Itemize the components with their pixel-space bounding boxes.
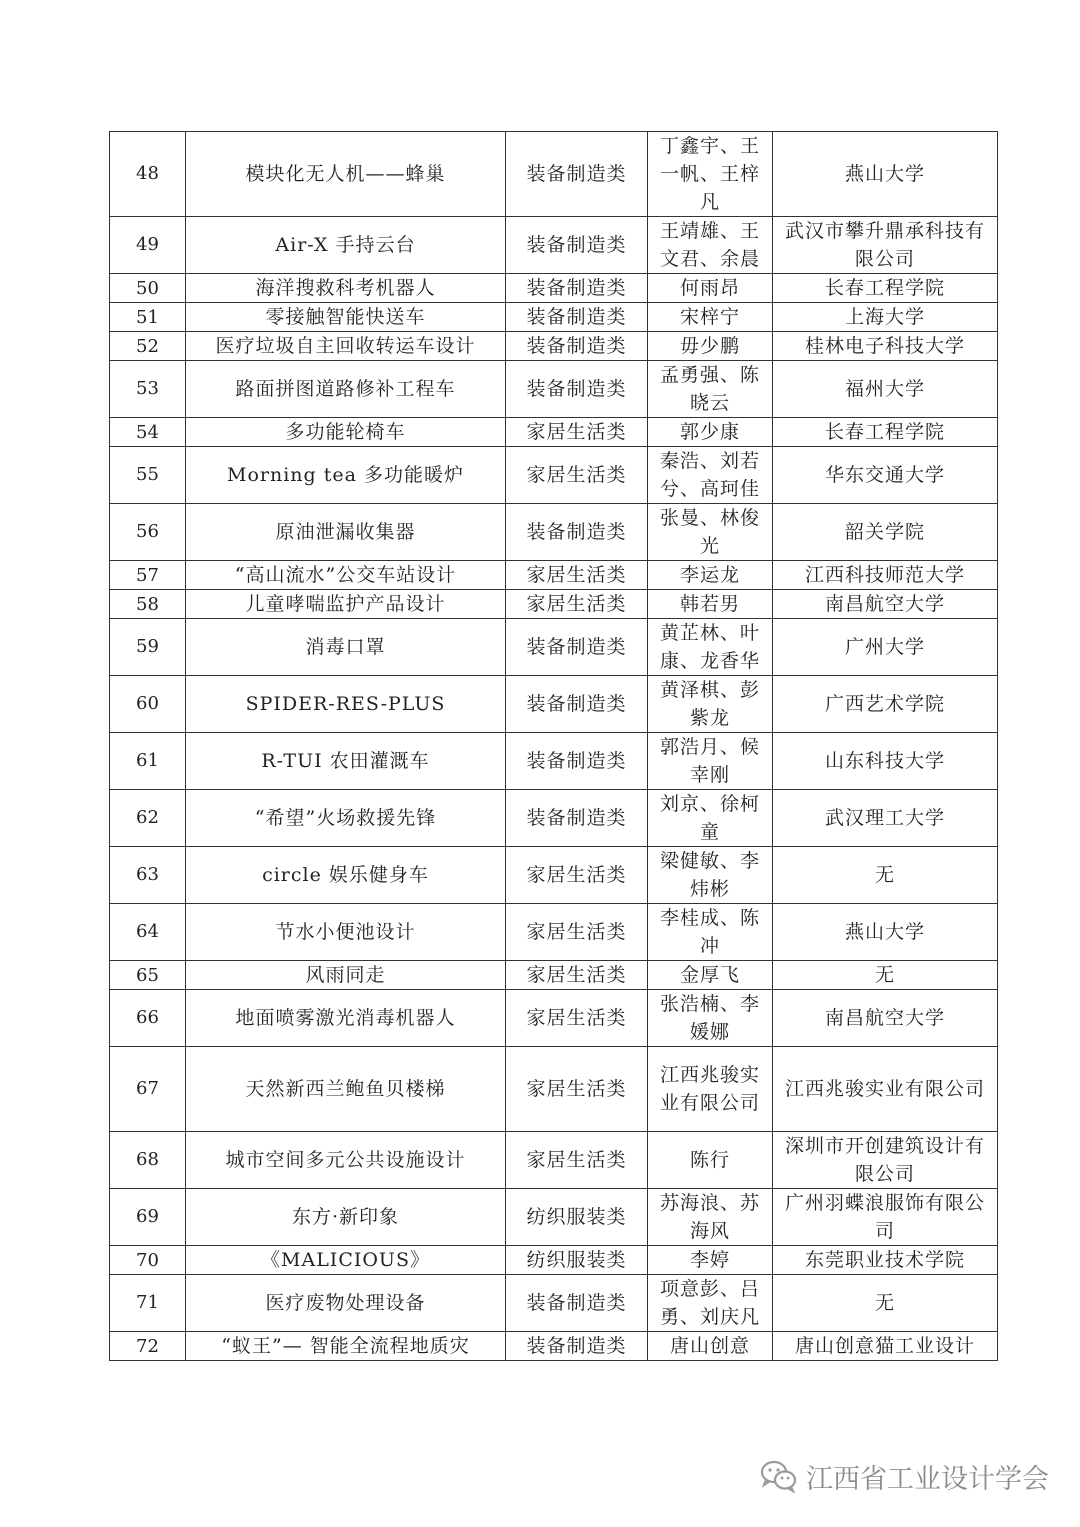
project-author: 王靖雄、王文君、余晨: [648, 217, 773, 274]
project-category: 家居生活类: [506, 561, 648, 590]
row-number: 52: [110, 332, 186, 361]
table-row: [110, 1332, 998, 1361]
project-author: 孟勇强、陈晓云: [648, 361, 773, 418]
table-row: [110, 904, 998, 961]
table-row: [110, 1189, 998, 1246]
project-category: 家居生活类: [506, 904, 648, 961]
project-name: R-TUI 农田灌溉车: [186, 733, 506, 790]
watermark-text: 江西省工业设计学会: [806, 1463, 1049, 1495]
table-row: [110, 132, 998, 217]
project-name: 地面喷雾激光消毒机器人: [186, 990, 506, 1047]
project-author: 丁鑫宇、王一帆、王梓凡: [648, 132, 773, 217]
project-author: 梁健敏、李炜彬: [648, 847, 773, 904]
table-row: [110, 332, 998, 361]
project-author: 张曼、林俊光: [648, 504, 773, 561]
project-author: 何雨昂: [648, 274, 773, 303]
project-author: 宋梓宁: [648, 303, 773, 332]
project-organization: 东莞职业技术学院: [773, 1246, 998, 1275]
row-number: 68: [110, 1132, 186, 1189]
project-category: 家居生活类: [506, 1132, 648, 1189]
project-author: 黄芷林、叶康、龙香华: [648, 619, 773, 676]
row-number: 56: [110, 504, 186, 561]
project-organization: 广州大学: [773, 619, 998, 676]
project-organization: 武汉理工大学: [773, 790, 998, 847]
row-number: 53: [110, 361, 186, 418]
project-category: 装备制造类: [506, 619, 648, 676]
table-row: [110, 303, 998, 332]
project-author: 李运龙: [648, 561, 773, 590]
project-category: 家居生活类: [506, 847, 648, 904]
project-category: 装备制造类: [506, 217, 648, 274]
project-author: 黄泽棋、彭紫龙: [648, 676, 773, 733]
project-author: 苏海浪、苏海风: [648, 1189, 773, 1246]
project-organization: 华东交通大学: [773, 447, 998, 504]
project-author: 李桂成、陈冲: [648, 904, 773, 961]
project-category: 装备制造类: [506, 1275, 648, 1332]
row-number: 64: [110, 904, 186, 961]
table-row: [110, 274, 998, 303]
project-name: 模块化无人机——蜂巢: [186, 132, 506, 217]
project-organization: 广州羽蝶浪服饰有限公司: [773, 1189, 998, 1246]
project-author: 陈行: [648, 1132, 773, 1189]
project-organization: 燕山大学: [773, 904, 998, 961]
project-organization: 无: [773, 1275, 998, 1332]
project-author: 张浩楠、李媛娜: [648, 990, 773, 1047]
project-organization: 无: [773, 847, 998, 904]
table-row: [110, 361, 998, 418]
project-name: 原油泄漏收集器: [186, 504, 506, 561]
project-category: 装备制造类: [506, 504, 648, 561]
project-organization: 江西科技师范大学: [773, 561, 998, 590]
row-number: 66: [110, 990, 186, 1047]
project-name: 海洋搜救科考机器人: [186, 274, 506, 303]
table-row: [110, 676, 998, 733]
row-number: 65: [110, 961, 186, 990]
project-category: 装备制造类: [506, 733, 648, 790]
project-organization: 韶关学院: [773, 504, 998, 561]
project-name: 《MALICIOUS》: [186, 1246, 506, 1275]
row-number: 71: [110, 1275, 186, 1332]
table-row: [110, 733, 998, 790]
wechat-icon: [760, 1459, 798, 1493]
project-author: 金厚飞: [648, 961, 773, 990]
project-name: “蚁王”— 智能全流程地质灾: [186, 1332, 506, 1361]
row-number: 51: [110, 303, 186, 332]
project-name: 医疗废物处理设备: [186, 1275, 506, 1332]
project-organization: 燕山大学: [773, 132, 998, 217]
project-organization: 广西艺术学院: [773, 676, 998, 733]
project-organization: 长春工程学院: [773, 274, 998, 303]
project-category: 装备制造类: [506, 790, 648, 847]
row-number: 57: [110, 561, 186, 590]
row-number: 49: [110, 217, 186, 274]
table-row: [110, 217, 998, 274]
row-number: 58: [110, 590, 186, 619]
row-number: 50: [110, 274, 186, 303]
table-row: [110, 990, 998, 1047]
project-name: 城市空间多元公共设施设计: [186, 1132, 506, 1189]
project-category: 装备制造类: [506, 676, 648, 733]
project-name: 天然新西兰鲍鱼贝楼梯: [186, 1047, 506, 1132]
table-row: [110, 1246, 998, 1275]
table-row: [110, 590, 998, 619]
project-author: 韩若男: [648, 590, 773, 619]
project-author: 李婷: [648, 1246, 773, 1275]
project-category: 装备制造类: [506, 361, 648, 418]
table-row: [110, 790, 998, 847]
project-category: 家居生活类: [506, 990, 648, 1047]
row-number: 54: [110, 418, 186, 447]
row-number: 62: [110, 790, 186, 847]
project-name: 多功能轮椅车: [186, 418, 506, 447]
row-number: 55: [110, 447, 186, 504]
project-category: 家居生活类: [506, 418, 648, 447]
row-number: 61: [110, 733, 186, 790]
project-organization: 山东科技大学: [773, 733, 998, 790]
table-row: [110, 1047, 998, 1132]
award-table: [109, 131, 998, 1361]
project-organization: 南昌航空大学: [773, 990, 998, 1047]
project-name: 路面拼图道路修补工程车: [186, 361, 506, 418]
project-name: SPIDER-RES-PLUS: [186, 676, 506, 733]
row-number: 69: [110, 1189, 186, 1246]
project-name: 零接触智能快送车: [186, 303, 506, 332]
project-organization: 福州大学: [773, 361, 998, 418]
table-row: [110, 561, 998, 590]
row-number: 70: [110, 1246, 186, 1275]
project-name: Morning tea 多功能暖炉: [186, 447, 506, 504]
project-name: 东方·新印象: [186, 1189, 506, 1246]
project-author: 项意彭、吕勇、刘庆凡: [648, 1275, 773, 1332]
project-organization: 江西兆骏实业有限公司: [773, 1047, 998, 1132]
table-row: [110, 961, 998, 990]
project-category: 装备制造类: [506, 303, 648, 332]
project-category: 装备制造类: [506, 1332, 648, 1361]
project-author: 郭少康: [648, 418, 773, 447]
project-organization: 唐山创意猫工业设计: [773, 1332, 998, 1361]
project-category: 纺织服装类: [506, 1189, 648, 1246]
table-row: [110, 504, 998, 561]
watermark: [760, 1456, 1049, 1496]
project-category: 家居生活类: [506, 1047, 648, 1132]
project-author: 刘京、徐柯童: [648, 790, 773, 847]
project-name: 儿童哮喘监护产品设计: [186, 590, 506, 619]
project-author: 毋少鹏: [648, 332, 773, 361]
project-category: 装备制造类: [506, 132, 648, 217]
row-number: 48: [110, 132, 186, 217]
project-name: 医疗垃圾自主回收转运车设计: [186, 332, 506, 361]
project-category: 纺织服装类: [506, 1246, 648, 1275]
project-organization: 长春工程学院: [773, 418, 998, 447]
table-row: [110, 619, 998, 676]
project-organization: 桂林电子科技大学: [773, 332, 998, 361]
table-row: [110, 447, 998, 504]
row-number: 59: [110, 619, 186, 676]
project-name: 风雨同走: [186, 961, 506, 990]
project-author: 唐山创意: [648, 1332, 773, 1361]
project-name: “希望”火场救援先锋: [186, 790, 506, 847]
table-row: [110, 847, 998, 904]
project-organization: 深圳市开创建筑设计有限公司: [773, 1132, 998, 1189]
project-organization: 无: [773, 961, 998, 990]
project-author: 郭浩月、候幸刚: [648, 733, 773, 790]
row-number: 72: [110, 1332, 186, 1361]
project-name: circle 娱乐健身车: [186, 847, 506, 904]
project-category: 家居生活类: [506, 590, 648, 619]
project-name: “高山流水”公交车站设计: [186, 561, 506, 590]
project-author: 江西兆骏实业有限公司: [648, 1047, 773, 1132]
project-name: 消毒口罩: [186, 619, 506, 676]
project-author: 秦浩、刘若兮、高珂佳: [648, 447, 773, 504]
row-number: 67: [110, 1047, 186, 1132]
project-organization: 上海大学: [773, 303, 998, 332]
row-number: 60: [110, 676, 186, 733]
table-row: [110, 1275, 998, 1332]
project-category: 装备制造类: [506, 274, 648, 303]
row-number: 63: [110, 847, 186, 904]
table-row: [110, 1132, 998, 1189]
project-organization: 武汉市攀升鼎承科技有限公司: [773, 217, 998, 274]
project-name: Air-X 手持云台: [186, 217, 506, 274]
project-category: 家居生活类: [506, 447, 648, 504]
project-category: 装备制造类: [506, 332, 648, 361]
project-organization: 南昌航空大学: [773, 590, 998, 619]
project-name: 节水小便池设计: [186, 904, 506, 961]
project-category: 家居生活类: [506, 961, 648, 990]
table-row: [110, 418, 998, 447]
